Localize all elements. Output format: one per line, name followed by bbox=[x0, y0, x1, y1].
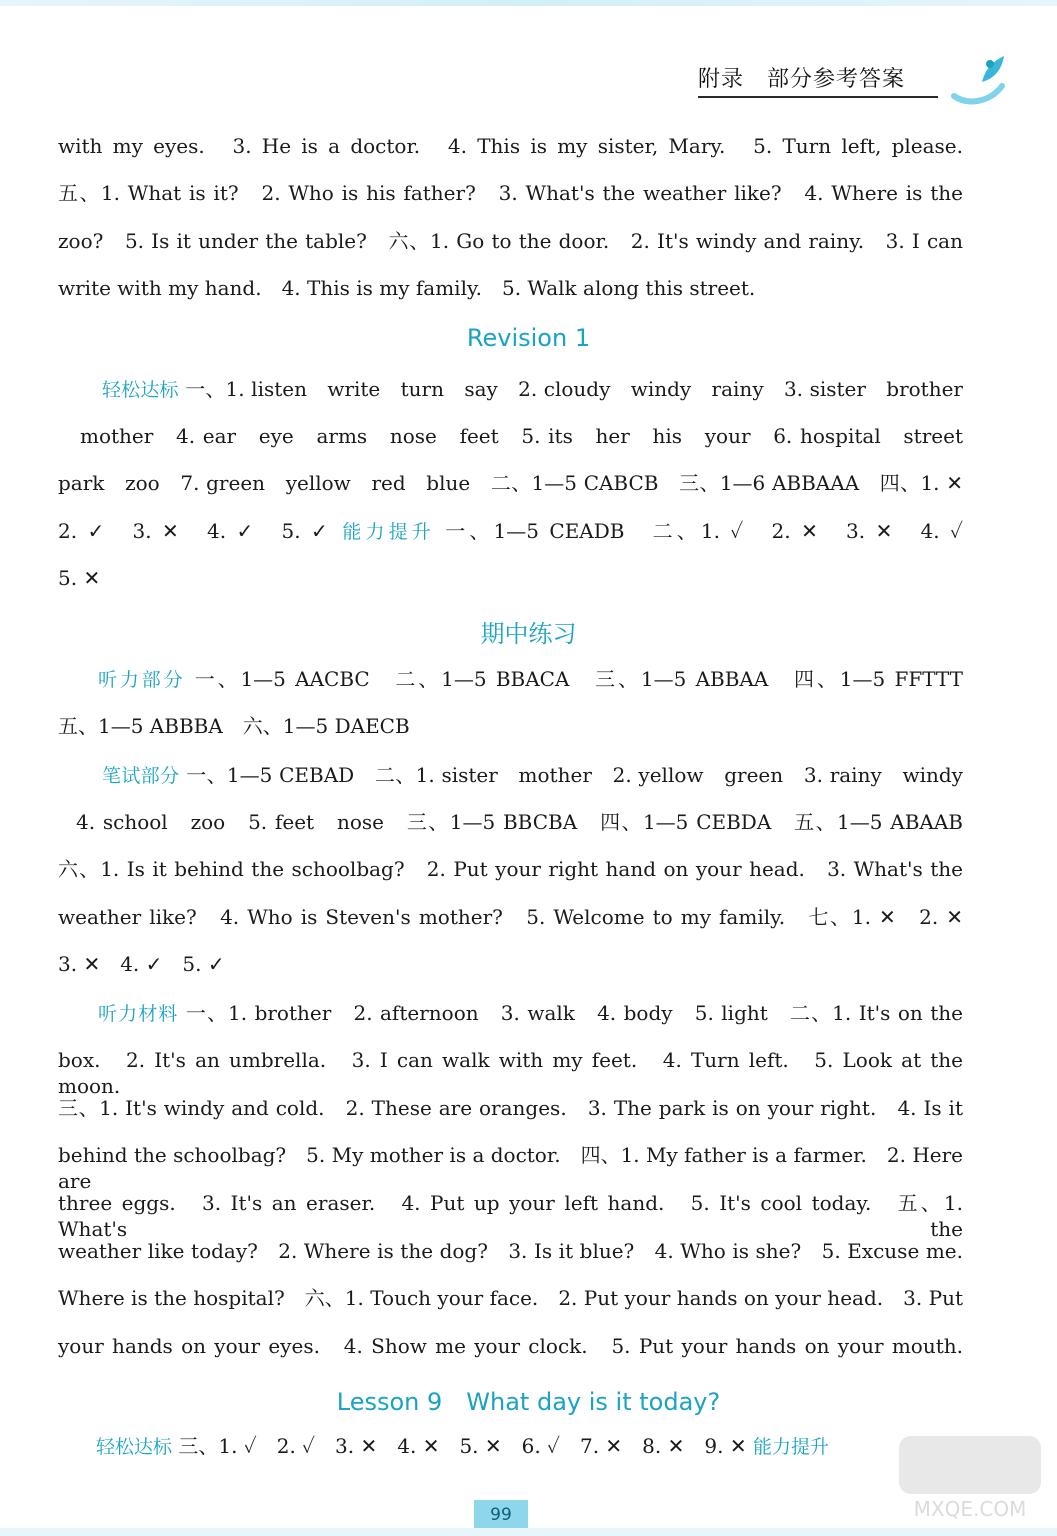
tag-written: 笔试部分 bbox=[102, 765, 180, 787]
answer-line: 4. school zoo 5. feet nose 三、1—5 BBCBA 四、1—5 CEBDA 五、1—5 ABAAB bbox=[76, 810, 963, 834]
tag-listening: 听力部分 bbox=[98, 669, 186, 691]
answer-line bbox=[98, 666, 963, 693]
answer-line: 3. ✕ 4. ✓ 5. ✓ bbox=[58, 952, 225, 976]
answer-text: 2. ✓ 3. ✕ 4. ✓ 5. ✓ bbox=[58, 519, 332, 543]
answer-line: 三、1. It's windy and cold. 2. These are oranges. 3. The park is on your right. 4. Is it bbox=[58, 1096, 963, 1120]
answer-line: weather like? 4. Who is Steven's mother? 5. Welcome to my family. 七、1. ✕ 2. ✕ bbox=[58, 905, 963, 929]
tag-easy-goal: 轻松达标 bbox=[102, 379, 179, 401]
top-decor-bar bbox=[0, 0, 1057, 6]
answer-line: write with my hand. 4. This is my family. 5. Walk along this street. bbox=[58, 276, 756, 300]
answer-line bbox=[102, 762, 963, 789]
answer-line bbox=[96, 1433, 963, 1460]
answer-text: 一、1. listen write turn say 2. cloudy windy rainy 3. sister brother bbox=[185, 377, 963, 401]
page-header bbox=[698, 60, 938, 98]
tag-listening-material: 听力材料 bbox=[98, 1003, 179, 1025]
answer-line: behind the schoolbag? 5. My mother is a doctor. 四、1. My father is a farmer. 2. Here are bbox=[58, 1143, 963, 1193]
tag-easy-goal: 轻松达标 bbox=[96, 1436, 173, 1458]
answer-line: with my eyes. 3. He is a doctor. 4. This is my sister, Mary. 5. Turn left, please. bbox=[58, 134, 963, 158]
answer-line: box. 2. It's an umbrella. 3. I can walk with my feet. 4. Turn left. 5. Look at the moon. bbox=[58, 1048, 963, 1098]
answer-text: 一、1—5 CEADB 二、1. ✓ 2. ✕ 3. ✕ 4. ✓ bbox=[445, 519, 963, 543]
watermark-text: MXQE.COM bbox=[913, 1497, 1027, 1521]
tag-ability-boost: 能力提升 bbox=[752, 1436, 829, 1458]
bottom-decor-bar bbox=[0, 1528, 1057, 1536]
answer-line: weather like today? 2. Where is the dog? 3. Is it blue? 4. Who is she? 5. Excuse me. bbox=[58, 1239, 963, 1263]
page-number: 99 bbox=[474, 1500, 528, 1530]
header-title: 附录 部分参考答案 bbox=[698, 67, 906, 92]
answer-line bbox=[102, 376, 963, 403]
answer-line: park zoo 7. green yellow red blue 二、1—5 CABCB 三、1—6 ABBAAA 四、1. ✕ bbox=[58, 471, 963, 495]
answer-line: three eggs. 3. It's an eraser. 4. Put up your left hand. 5. It's cool today. 五、1. What's the bbox=[58, 1191, 963, 1241]
watermark-logo bbox=[895, 1430, 1045, 1526]
tag-ability-boost: 能力提升 bbox=[342, 521, 435, 543]
section-title-revision1: Revision 1 bbox=[466, 324, 591, 352]
answer-line bbox=[98, 1000, 963, 1027]
answer-line: mother 4. ear eye arms nose feet 5. its her his your 6. hospital street bbox=[80, 424, 963, 448]
answer-line: zoo? 5. Is it under the table? 六、1. Go to the door. 2. It's windy and rainy. 3. I can bbox=[58, 229, 963, 253]
answer-text: 三、1. ✓ 2. ✓ 3. ✕ 4. ✕ 5. ✕ 6. ✓ 7. ✕ 8. ✕ 9. ✕ bbox=[178, 1434, 747, 1458]
answer-text: 一、1. brother 2. afternoon 3. walk 4. body 5. light 二、1. It's on the bbox=[185, 1001, 963, 1025]
leaf-decoration-icon bbox=[948, 52, 1008, 110]
answer-line bbox=[58, 518, 963, 545]
answer-line: your hands on your eyes. 4. Show me your clock. 5. Put your hands on your mouth. bbox=[58, 1334, 963, 1358]
section-title-lesson9: Lesson 9 What day is it today? bbox=[336, 1388, 721, 1416]
answer-line: 五、1—5 ABBBA 六、1—5 DAECB bbox=[58, 714, 410, 738]
answer-line: 六、1. Is it behind the schoolbag? 2. Put your right hand on your head. 3. What's the bbox=[58, 857, 963, 881]
answer-text: 一、1—5 AACBC 二、1—5 BBACA 三、1—5 ABBAA 四、1—5 FFTTT bbox=[194, 667, 963, 691]
answer-line: Where is the hospital? 六、1. Touch your face. 2. Put your hands on your head. 3. Put bbox=[58, 1286, 963, 1310]
answer-text: 一、1—5 CEBAD 二、1. sister mother 2. yellow green 3. rainy windy bbox=[186, 763, 963, 787]
answer-line: 五、1. What is it? 2. Who is his father? 3. What's the weather like? 4. Where is the bbox=[58, 181, 963, 205]
section-title-midterm: 期中练习 bbox=[480, 620, 577, 648]
answer-line: 5. ✕ bbox=[58, 566, 101, 590]
